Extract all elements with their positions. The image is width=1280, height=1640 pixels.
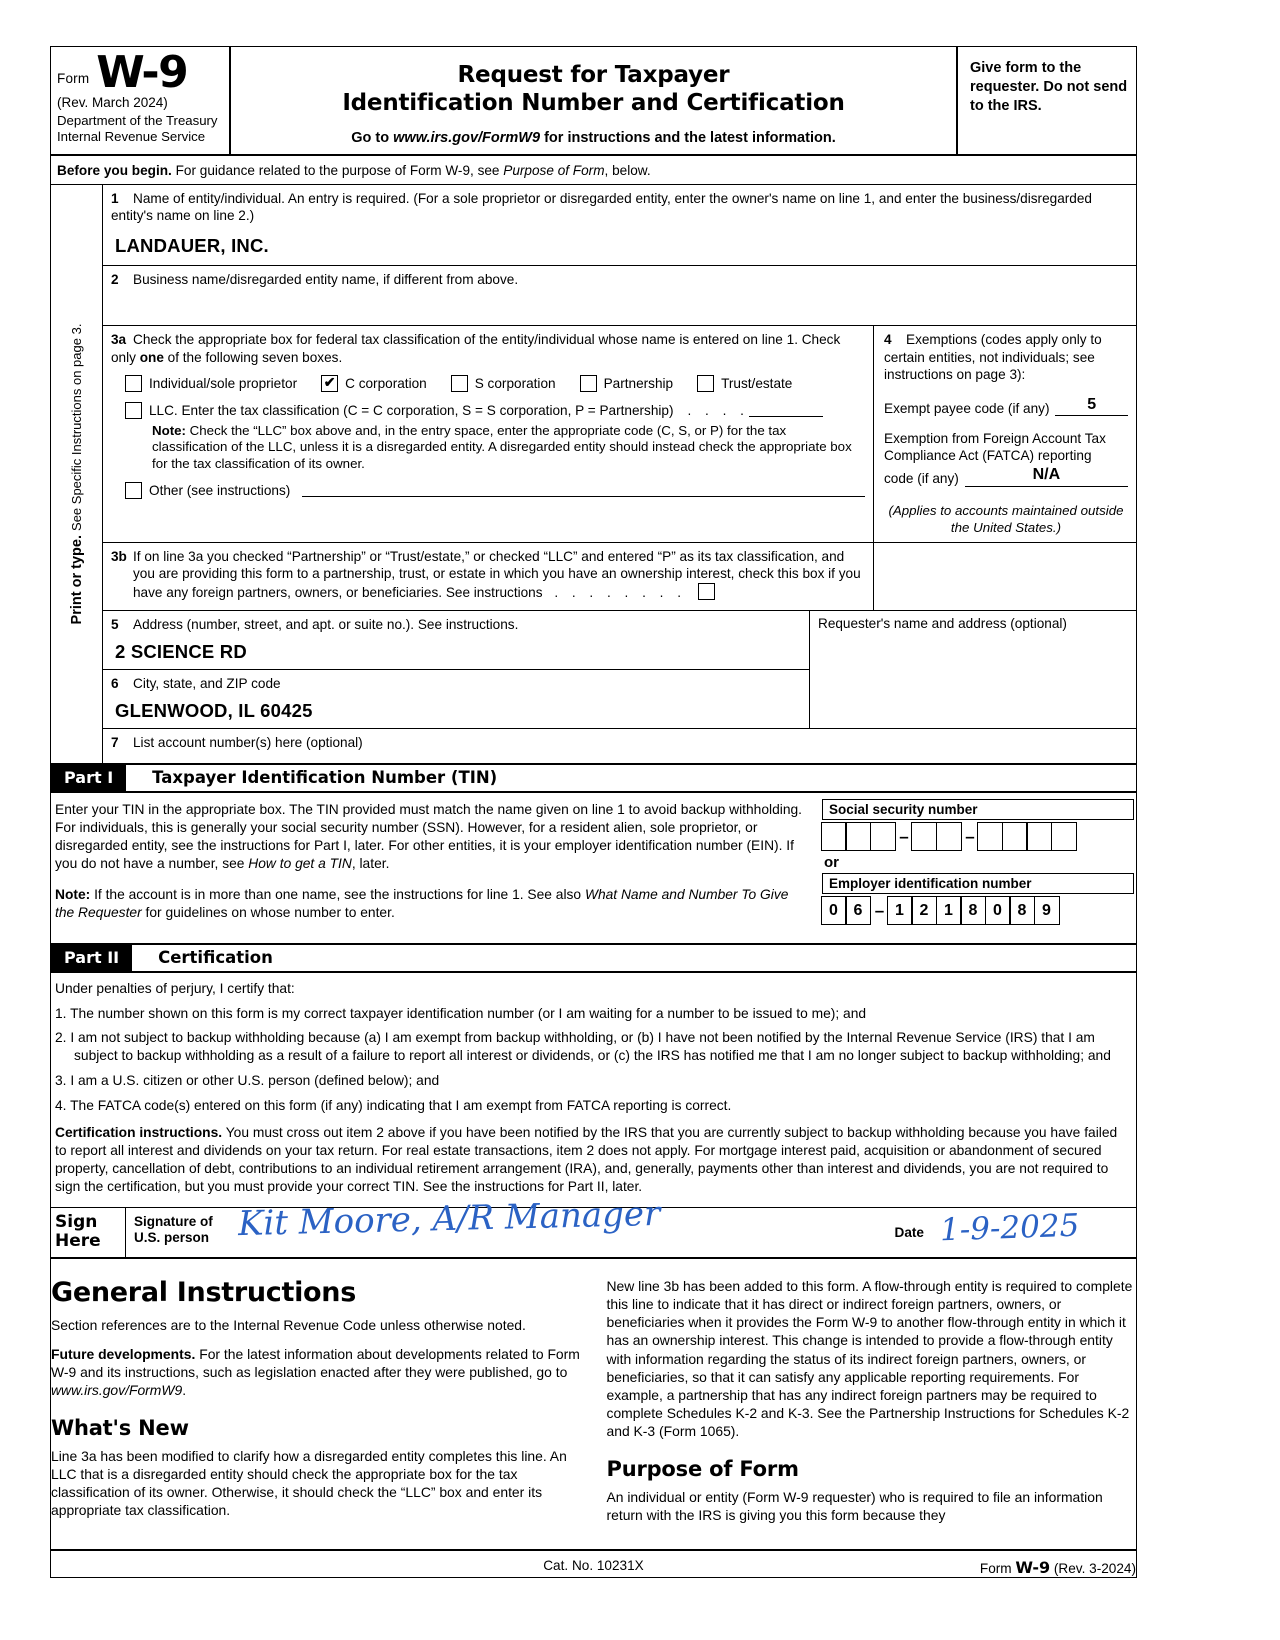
future-developments-bold: Future developments. bbox=[51, 1346, 196, 1363]
ein-boxes[interactable] bbox=[822, 896, 1134, 925]
line-3a-note bbox=[152, 423, 865, 473]
part-2-title: Certification bbox=[158, 947, 273, 967]
fatca-code-input[interactable]: N/A bbox=[965, 465, 1128, 487]
general-instructions-heading: General Instructions bbox=[51, 1276, 356, 1308]
before-begin-italic: Purpose of Form bbox=[503, 163, 605, 179]
certification-text bbox=[51, 973, 1136, 1207]
line-3a-other-row bbox=[125, 482, 865, 499]
part-2-tag: Part II bbox=[51, 945, 132, 971]
future-developments-tail: . bbox=[182, 1382, 187, 1399]
checkmark-icon[interactable]: ✔ bbox=[321, 375, 338, 392]
ein-digit[interactable]: 8 bbox=[960, 896, 986, 925]
future-developments-paragraph bbox=[51, 1345, 581, 1400]
tin-note-bold: Note: bbox=[55, 886, 91, 902]
checkbox-trust-estate[interactable] bbox=[697, 375, 792, 392]
ssn-boxes[interactable] bbox=[822, 822, 1134, 851]
dept-line-1: Department of the Treasury bbox=[57, 113, 218, 129]
before-begin-bold: Before you begin. bbox=[57, 163, 172, 179]
checkbox-box-icon[interactable] bbox=[451, 375, 468, 392]
line-3a-checkbox-row bbox=[125, 375, 865, 392]
line-6-city-state-zip-input[interactable]: GLENWOOD, IL 60425 bbox=[115, 699, 313, 721]
line-1-name-input[interactable]: LANDAUER, INC. bbox=[115, 235, 269, 257]
checkbox-c-corporation[interactable] bbox=[321, 375, 427, 392]
ssn-label: Social security number bbox=[822, 799, 1134, 820]
certification-item: 2. I am not subject to backup withholding because (a) I am exempt from backup withholding, or (b) I have not been notified by the Internal Revenue Service (IRS) that I am subject to backup withholding as a result of a failure to report all interest or dividends, or (c) the IRS has notified me that I am no longer subject to backup withholding; and bbox=[55, 1030, 1111, 1064]
sign-here-label bbox=[51, 1208, 125, 1257]
certification-intro: Under penalties of perjury, I certify that: bbox=[55, 980, 295, 996]
llc-label: LLC. Enter the tax classification (C = C corporation, S = S corporation, P = Partnership) bbox=[149, 402, 674, 418]
line-5-address-input[interactable]: 2 SCIENCE RD bbox=[115, 640, 247, 662]
fatca-label-line-3: code (if any) bbox=[884, 470, 959, 486]
goto-prefix: Go to bbox=[351, 130, 394, 147]
line-3a-cell bbox=[103, 326, 874, 542]
line-2-label: Business name/disregarded entity name, if different from above. bbox=[133, 272, 519, 288]
ssn-digit[interactable] bbox=[911, 822, 937, 851]
line-1-label: Name of entity/individual. An entry is required. (For a sole proprietor or disregarded entity, enter the owner's name on line 1, and enter the business/disregarded entity's name on line 2.) bbox=[111, 191, 1092, 224]
irs-website-line bbox=[241, 130, 946, 146]
part-1-tag: Part I bbox=[51, 765, 126, 791]
line-6-number: 6 bbox=[111, 675, 119, 691]
line-7-label: List account number(s) here (optional) bbox=[133, 734, 363, 750]
line-5-label: Address (number, street, and apt. or suite no.). See instructions. bbox=[133, 616, 519, 632]
handwritten-date: 1-9-2025 bbox=[939, 1207, 1080, 1249]
ssn-digit[interactable] bbox=[821, 822, 847, 851]
signature-of-label bbox=[125, 1208, 230, 1257]
line-5-row bbox=[103, 611, 809, 670]
ein-digit[interactable]: 1 bbox=[936, 896, 962, 925]
signature-label-line-2: U.S. person bbox=[134, 1230, 210, 1245]
ein-digit[interactable]: 8 bbox=[1009, 896, 1035, 925]
ssn-digit[interactable] bbox=[977, 822, 1003, 851]
irs-url-link[interactable]: www.irs.gov/FormW9 bbox=[393, 130, 541, 147]
line-3b-row bbox=[103, 543, 1136, 610]
signature-label-line-1: Signature of bbox=[134, 1213, 213, 1229]
line-2-row bbox=[103, 266, 1136, 326]
instructions-left-column bbox=[51, 1269, 581, 1535]
line-7-number: 7 bbox=[111, 734, 119, 750]
part-1-title: Taxpayer Identification Number (TIN) bbox=[152, 768, 498, 788]
ssn-digit[interactable] bbox=[1002, 822, 1028, 851]
ssn-dash: – bbox=[965, 826, 975, 846]
llc-classification-input[interactable] bbox=[749, 403, 823, 417]
other-classification-input[interactable] bbox=[302, 483, 865, 497]
general-instructions-paragraph: Section references are to the Internal Revenue Code unless otherwise noted. bbox=[51, 1316, 526, 1333]
line-3b-cell bbox=[103, 543, 874, 609]
sign-here-line-2: Here bbox=[55, 1230, 101, 1251]
goto-suffix: for instructions and the latest information. bbox=[540, 130, 836, 147]
checkbox-other[interactable] bbox=[125, 482, 142, 499]
tin-para-1-italic: How to get a TIN bbox=[248, 855, 352, 871]
line-4-heading: Exemptions (codes apply only to certain entities, not individuals; see instructions on page 3): bbox=[884, 332, 1102, 382]
form-title-line-1: Request for Taxpayer bbox=[457, 62, 730, 88]
form-word-label: Form bbox=[57, 71, 90, 87]
form-fields-column bbox=[103, 185, 1136, 763]
before-begin-tail: , below. bbox=[604, 163, 651, 179]
catalog-number: Cat. No. 10231X bbox=[543, 1558, 644, 1574]
before-begin-text: For guidance related to the purpose of Form W-9, see bbox=[171, 163, 504, 179]
line-3a-number: 3a bbox=[111, 332, 127, 348]
whats-new-heading: What's New bbox=[51, 1415, 189, 1440]
or-separator: or bbox=[824, 854, 839, 872]
line-3a-and-4-row bbox=[103, 326, 1136, 543]
requester-label: Requester's name and address (optional) bbox=[818, 615, 1067, 631]
line-5-number: 5 bbox=[111, 616, 119, 632]
ein-digit[interactable]: 1 bbox=[887, 896, 913, 925]
checkbox-label: S corporation bbox=[474, 375, 556, 391]
line-3b-right-spacer bbox=[874, 543, 1136, 609]
fatca-applies-note: (Applies to accounts maintained outside the United States.) bbox=[888, 503, 1124, 535]
form-body bbox=[51, 185, 1136, 765]
line-2-number: 2 bbox=[111, 272, 119, 288]
line-3b-number: 3b bbox=[111, 549, 127, 565]
future-developments-text: For the latest information about developments related to Form W-9 and its instructions, such as legislation enacted after they were published, go to bbox=[51, 1346, 580, 1381]
line-4-exemptions-cell bbox=[874, 326, 1136, 542]
checkbox-box-icon[interactable] bbox=[697, 375, 714, 392]
line-1-row bbox=[103, 185, 1136, 266]
form-sheet bbox=[50, 46, 1137, 1578]
exempt-payee-code-row bbox=[884, 396, 1128, 416]
leader-dots: . . . . bbox=[687, 402, 749, 418]
form-footer bbox=[51, 1549, 1136, 1577]
ssn-dash: – bbox=[899, 826, 909, 846]
certification-item: 4. The FATCA code(s) entered on this form (if any) indicating that I am exempt from FATCA reporting is correct. bbox=[55, 1098, 732, 1114]
line-6-row bbox=[103, 670, 809, 728]
tin-number-boxes bbox=[814, 793, 1136, 943]
part-1-content bbox=[51, 793, 1136, 945]
ein-label: Employer identification number bbox=[822, 873, 1134, 894]
header-left-block bbox=[51, 47, 231, 154]
checkbox-llc[interactable] bbox=[125, 402, 142, 419]
side-rail-bold: Print or type. bbox=[68, 535, 85, 625]
address-column bbox=[103, 611, 810, 728]
before-you-begin bbox=[51, 156, 1136, 185]
dept-line-2: Internal Revenue Service bbox=[57, 129, 206, 145]
line-6-label: City, state, and ZIP code bbox=[133, 675, 281, 691]
ein-digit[interactable]: 0 bbox=[985, 896, 1011, 925]
handwritten-signature: Kit Moore, A/R Manager bbox=[237, 1193, 661, 1244]
fatca-label-line-1: Exemption from Foreign Account Tax bbox=[884, 430, 1106, 446]
ein-digit[interactable]: 9 bbox=[1034, 896, 1060, 925]
date-label: Date bbox=[894, 1224, 924, 1240]
fatca-block bbox=[884, 430, 1128, 487]
checkbox-partnership[interactable] bbox=[580, 375, 674, 392]
exempt-payee-code-label: Exempt payee code (if any) bbox=[884, 400, 1050, 416]
checkbox-s-corporation[interactable] bbox=[451, 375, 556, 392]
form-number: W-9 bbox=[96, 47, 188, 98]
whats-new-paragraph: Line 3a has been modified to clarify how a disregarded entity completes this line. An LLC that is a disregarded entity should check the appropriate box for the tax classification of its owner. Otherwise, it should check the “LLC” box and enter its appropriate tax classification. bbox=[51, 1447, 567, 1519]
line-7-row bbox=[103, 729, 1136, 763]
form-header bbox=[51, 47, 1136, 156]
line-3a-label-b: of the following seven boxes. bbox=[163, 349, 343, 365]
line-3b-label: If on line 3a you checked “Partnership” or “Trust/estate,” or checked “LLC” and entered “P” as its tax classification, and you are providing this form to a partnership, trust, or estate in which you have an ownership interest, check this box if you have any foreign partners, owners, or beneficiaries. See instructions bbox=[133, 549, 861, 600]
leader-dots: . . . . . . . . bbox=[554, 584, 686, 600]
line-1-number: 1 bbox=[111, 191, 119, 207]
certification-item: 1. The number shown on this form is my correct taxpayer identification number (or I am waiting for a number to be issued to me); and bbox=[55, 1005, 867, 1021]
instructions-right-column bbox=[607, 1269, 1137, 1535]
line-3a-label-a: Check the appropriate box for federal tax classification of the entity/individual whose name is entered on line 1. Check only bbox=[111, 332, 841, 365]
checkbox-individual-sole-proprietor[interactable] bbox=[125, 375, 297, 392]
tin-para-1-tail: , later. bbox=[351, 855, 390, 871]
tin-note-italic: What Name and Number To Give the Requester bbox=[55, 886, 789, 920]
form-revision-date: (Rev. March 2024) bbox=[57, 95, 168, 111]
checkbox-label: Individual/sole proprietor bbox=[149, 375, 298, 391]
signature-field[interactable] bbox=[230, 1193, 895, 1257]
other-label: Other (see instructions) bbox=[149, 482, 291, 498]
header-title-block bbox=[231, 47, 958, 154]
side-rail bbox=[51, 185, 103, 763]
tin-note-text: If the account is in more than one name, see the instructions for line 1. See also bbox=[90, 886, 585, 902]
future-developments-url[interactable]: www.irs.gov/FormW9 bbox=[51, 1382, 183, 1399]
purpose-of-form-paragraph: An individual or entity (Form W-9 requester) who is required to file an information return with the IRS is giving you this form because they bbox=[606, 1488, 1103, 1523]
sign-here-row bbox=[51, 1193, 1136, 1259]
side-rail-text bbox=[69, 324, 85, 625]
footer-form-name: W-9 bbox=[1015, 1558, 1051, 1578]
purpose-of-form-heading: Purpose of Form bbox=[606, 1456, 799, 1481]
tin-para-1-text: Enter your TIN in the appropriate box. The TIN provided must match the name given on line 1 to avoid backup withholding. For individuals, this is generally your social security number (SSN). However, for a resident alien, sole proprietor, or disregarded entity, see the instructions for Part I, later. For other entities, it is your employer identification number (EIN). If you do not have a number, see bbox=[55, 802, 802, 871]
checkbox-label: C corporation bbox=[345, 375, 427, 391]
ssn-digit[interactable] bbox=[1026, 822, 1052, 851]
tin-paragraph-1 bbox=[55, 801, 802, 873]
exempt-payee-code-input[interactable]: 5 bbox=[1055, 396, 1128, 416]
checkbox-foreign-partners[interactable] bbox=[698, 583, 715, 600]
line-3a-llc-row bbox=[125, 402, 865, 419]
note-bold: Note: bbox=[152, 422, 186, 438]
instructions-columns bbox=[51, 1269, 1136, 1535]
checkbox-label: Trust/estate bbox=[721, 375, 793, 391]
sign-here-line-1: Sign bbox=[55, 1211, 98, 1232]
line-4-number: 4 bbox=[884, 332, 892, 348]
line-3a-label-bold: one bbox=[139, 349, 164, 365]
form-title-line-2: Identification Number and Certification bbox=[342, 90, 845, 117]
ssn-digit[interactable] bbox=[1051, 822, 1077, 851]
ein-digit[interactable]: 0 bbox=[821, 896, 847, 925]
certification-instructions bbox=[55, 1124, 1132, 1196]
footer-form-revision: (Rev. 3-2024) bbox=[1050, 1561, 1136, 1577]
side-rail-rest: See Specific Instructions on page 3. bbox=[68, 323, 84, 532]
tin-note bbox=[55, 886, 802, 922]
ein-digit[interactable]: 6 bbox=[845, 896, 871, 925]
tin-note-tail: for guidelines on whose number to enter. bbox=[141, 904, 395, 920]
ssn-digit[interactable] bbox=[845, 822, 871, 851]
part-2-bar bbox=[51, 945, 1136, 973]
requester-info-cell bbox=[810, 611, 1136, 728]
tin-instructions bbox=[51, 793, 814, 943]
address-and-requester-row bbox=[103, 611, 1136, 729]
ssn-digit[interactable] bbox=[936, 822, 962, 851]
footer-form-prefix: Form bbox=[979, 1561, 1016, 1577]
note-text: Check the “LLC” box above and, in the entry space, enter the appropriate code (C, S, or P) for the tax classification of the LLC, unless it is a disregarded entity. A disregarded entity should instead check the appropriate box for the tax classification of its owner. bbox=[152, 422, 852, 472]
ein-dash: – bbox=[874, 900, 885, 920]
checkbox-box-icon[interactable] bbox=[580, 375, 597, 392]
certification-instructions-text: You must cross out item 2 above if you have been notified by the IRS that you are currently subject to backup withholding because you have failed to report all interest and dividends on your tax return. For real estate transactions, item 2 does not apply. For mortgage interest paid, acquisition or abandonment of secured property, cancellation of debt, contributions to an individual retirement arrangement (IRA), and, generally, payments other than interest and dividends, you are not required to sign the certification, but you must provide your correct TIN. See the instructions for Part II, later. bbox=[55, 1125, 1118, 1194]
checkbox-label: Partnership bbox=[603, 375, 674, 391]
fatca-label-line-2: Compliance Act (FATCA) reporting bbox=[884, 448, 1092, 464]
give-form-notice: Give form to the requester. Do not send to the IRS. bbox=[970, 60, 1128, 115]
certification-item: 3. I am a U.S. citizen or other U.S. person (defined below); and bbox=[55, 1073, 440, 1089]
ssn-digit[interactable] bbox=[870, 822, 896, 851]
ein-digit[interactable]: 2 bbox=[911, 896, 937, 925]
checkbox-box-icon[interactable] bbox=[125, 375, 142, 392]
date-field[interactable] bbox=[930, 1208, 1136, 1257]
footer-inner bbox=[51, 1558, 1136, 1577]
certification-instructions-bold: Certification instructions. bbox=[55, 1125, 223, 1141]
line-3b-explanation-paragraph: New line 3b has been added to this form. A flow-through entity is required to complete this line to indicate that it has direct or indirect foreign partners, owners, or beneficiaries when it provides the Form W-9 to another flow-through entity in which it has an ownership interest. This change is intended to provide a flow-through entity with information regarding the status of its indirect foreign partners, owners, or beneficiaries, so that it can satisfy any applicable reporting requirements. For example, a partnership that has any indirect foreign partners may be required to complete Schedules K-2 and K-3. See the Partnership Instructions for Schedules K-2 and K-3 (Form 1065). bbox=[606, 1277, 1133, 1440]
part-1-bar bbox=[51, 765, 1136, 793]
